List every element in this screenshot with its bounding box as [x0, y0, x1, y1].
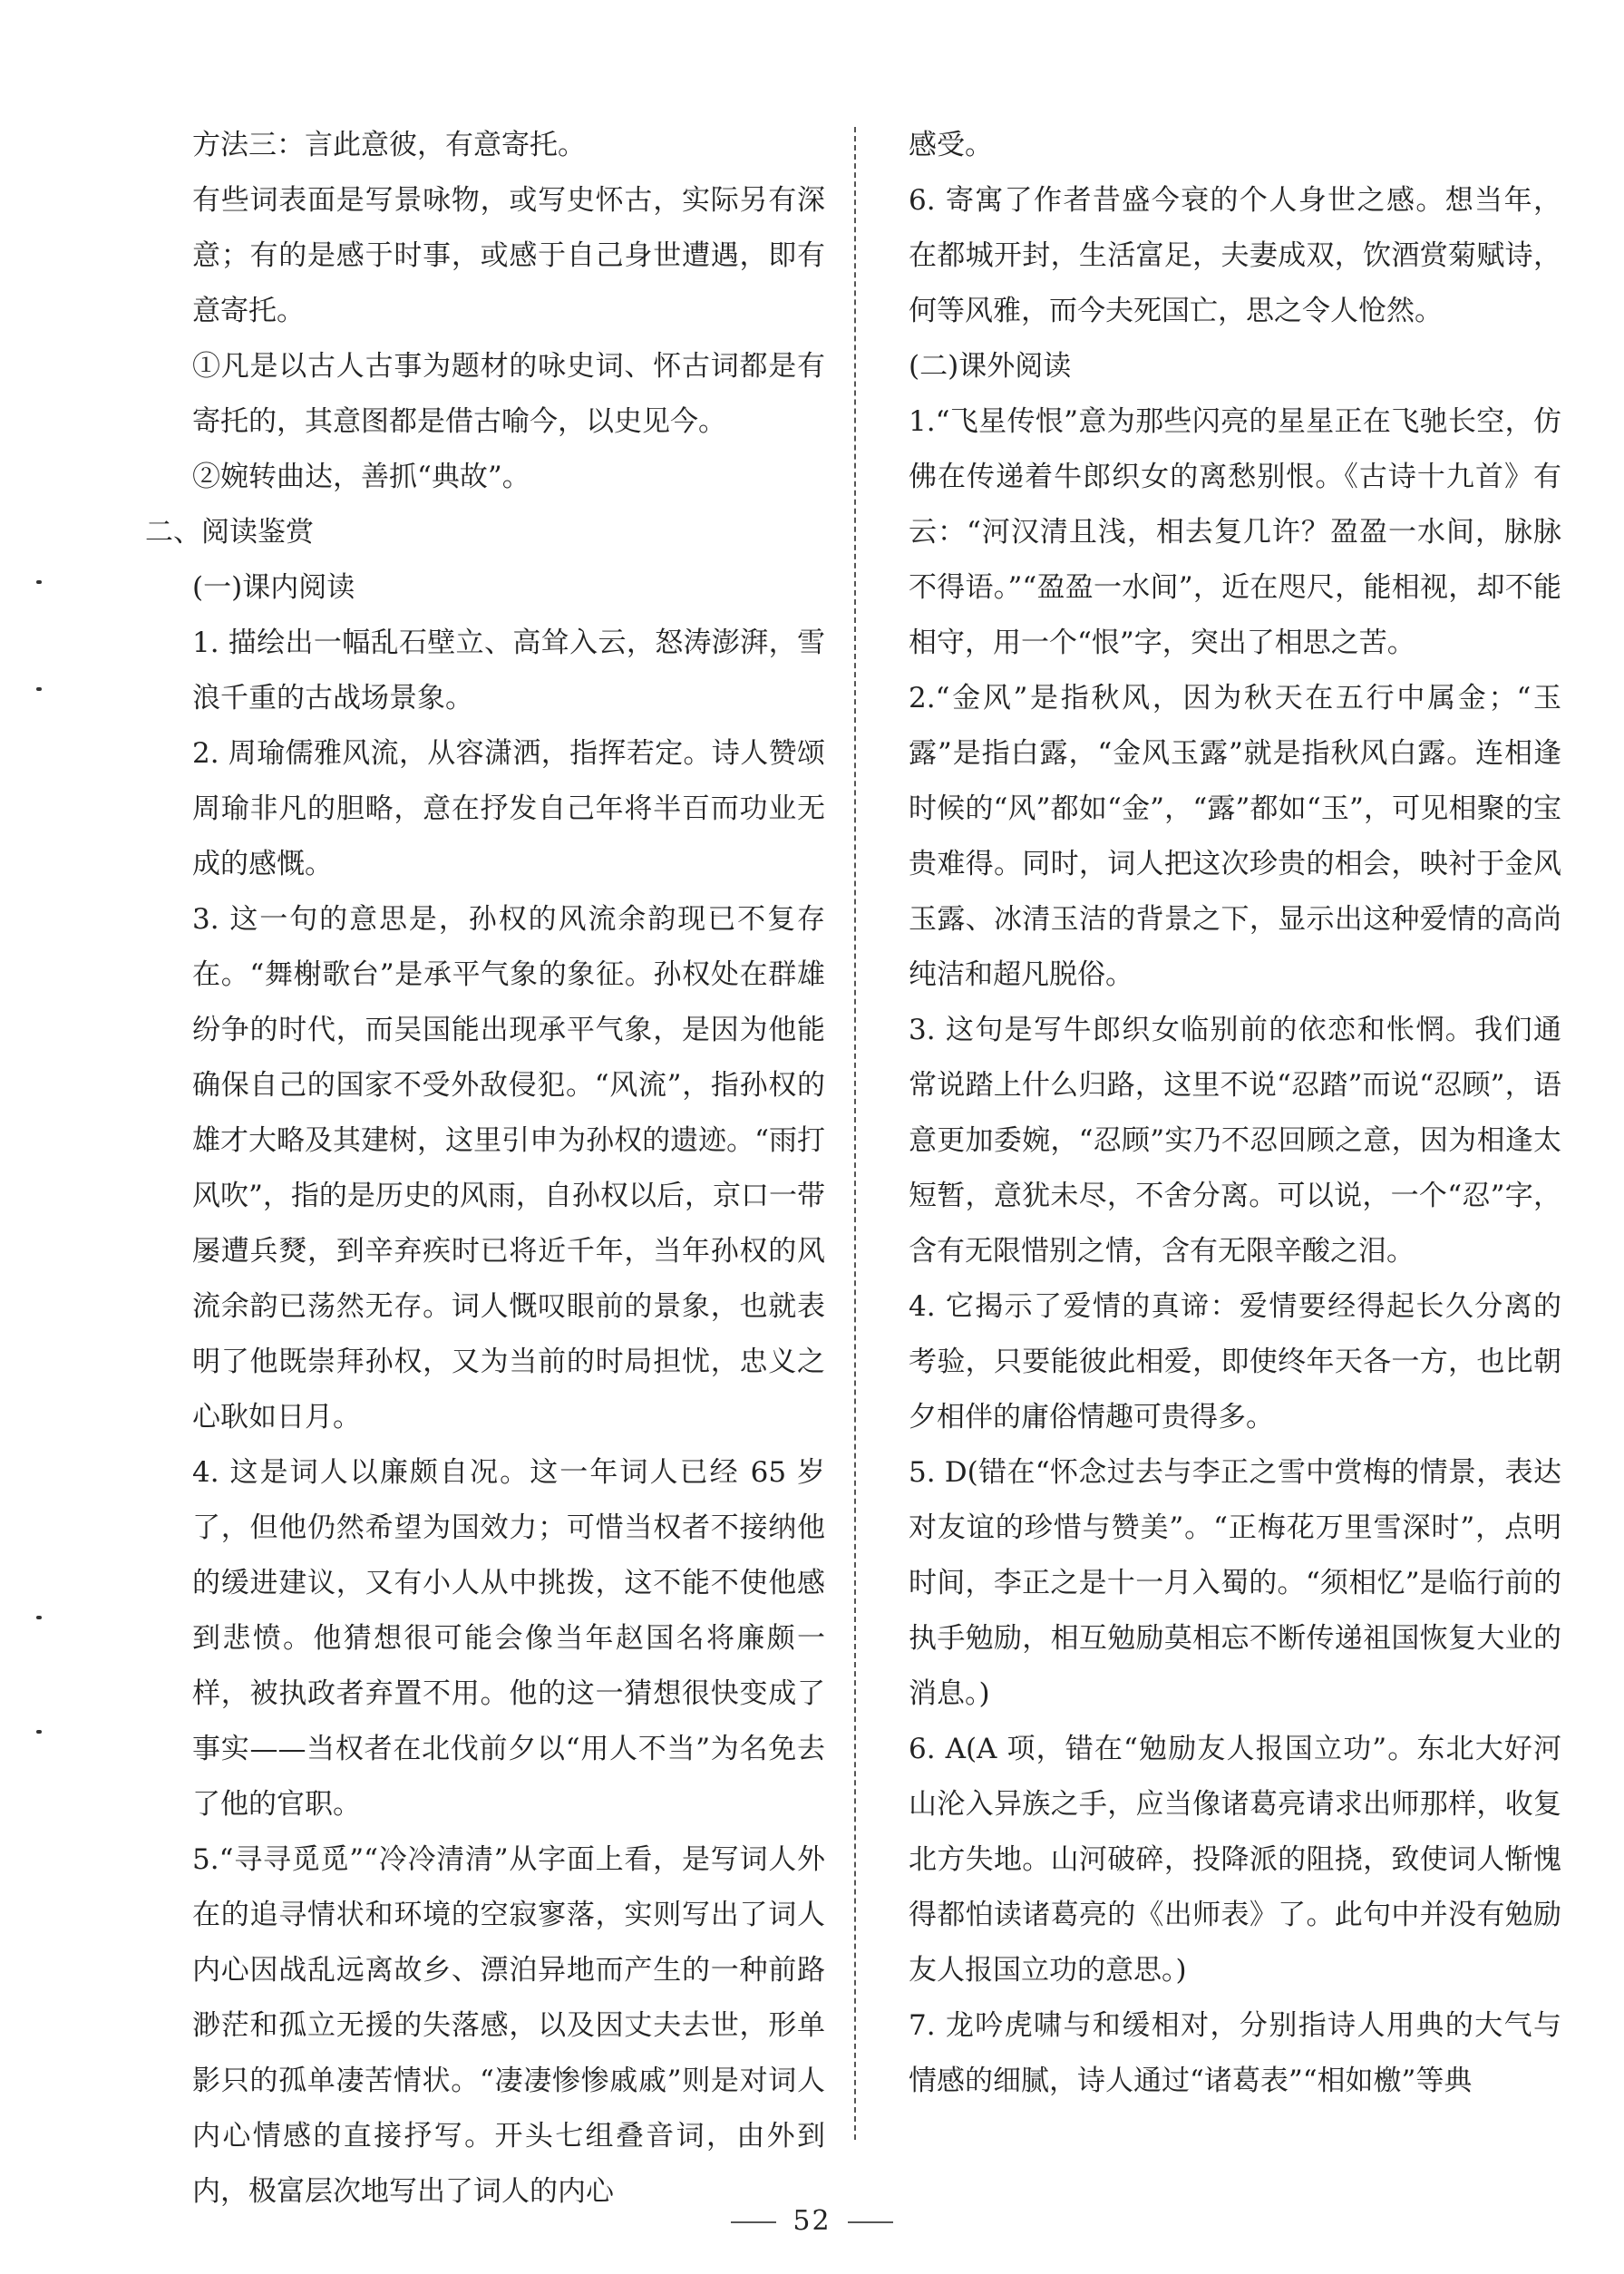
section-heading: 二、阅读鉴赏	[145, 516, 314, 549]
margin-mark	[36, 687, 42, 691]
subsection-heading: (二)课外阅读	[909, 350, 1072, 383]
paragraph: 有些词表面是写景咏物，或写史怀古，实际另有深意；有的是感于时事，或感于自己身世遭遇，即有意寄托。	[192, 184, 825, 327]
margin-mark	[36, 580, 42, 584]
answer-item: 4. 这是词人以廉颇自况。这一年词人已经 65 岁了，但他仍然希望为国效力；可惜当权者不接纳他的缓进建议，又有小人从中挑拨，这不能不使他感到悲愤。他猜想很可能会像当年赵国名将廉颇一样，被执政者弃置不用。他的这一猜想很快变成了事实——当权者在北伐前夕以“用人不当”为名免去了他的官职。	[192, 1456, 825, 1821]
answer-item: 2. 周瑜儒雅风流，从容潇洒，指挥若定。诗人赞颂周瑜非凡的胆略，意在抒发自己年将半百而功业无成的感慨。	[192, 737, 825, 880]
page-number	[0, 2205, 1624, 2237]
column-divider	[854, 127, 856, 2140]
paragraph: ②婉转曲达，善抓“典故”。	[192, 461, 530, 493]
page-number-dash	[848, 2221, 893, 2223]
answer-item: 2.“金风”是指秋风，因为秋天在五行中属金；“玉露”是指白露，“金风玉露”就是指秋风白露。连相逢时候的“风”都如“金”，“露”都如“玉”，可见相聚的宝贵难得。同时，词人把这次珍贵的相会，映衬于金风玉露、冰清玉洁的背景之下，显示出这种爱情的高尚纯洁和超凡脱俗。	[909, 682, 1561, 991]
margin-mark	[36, 1616, 42, 1619]
answer-item: 6. 寄寓了作者昔盛今衰的个人身世之感。想当年，在都城开封，生活富足，夫妻成双，饮酒赏菊赋诗，何等风雅，而今夫死国亡，思之令人怆然。	[909, 184, 1561, 327]
left-column	[145, 118, 825, 2220]
page-number-dash	[731, 2221, 776, 2223]
page-number-value: 52	[793, 2205, 831, 2237]
margin-mark	[36, 1730, 42, 1734]
answer-item: 3. 这句是写牛郎织女临别前的依恋和怅惘。我们通常说踏上什么归路，这里不说“忍踏”而说“忍顾”，语意更加委婉，“忍顾”实乃不忍回顾之意，因为相逢太短暂，意犹未尽，不舍分离。可以说，一个“忍”字，含有无限惜别之情，含有无限辛酸之泪。	[909, 1014, 1561, 1268]
subsection-heading: (一)课内阅读	[192, 571, 355, 604]
paragraph: ①凡是以古人古事为题材的咏史词、怀古词都是有寄托的，其意图都是借古喻今，以史见今。	[192, 350, 825, 438]
answer-item: 7. 龙吟虎啸与和缓相对，分别指诗人用典的大气与情感的细腻，诗人通过“诸葛表”“相如檄”等典	[909, 2009, 1561, 2097]
answer-item: 5. D(错在“怀念过去与李正之雪中赏梅的情景，表达对友谊的珍惜与赞美”。“正梅花万里雪深时”，点明时间，李正之是十一月入蜀的。“须相忆”是临行前的执手勉励，相互勉励莫相忘不断传递祖国恢复大业的消息。)	[909, 1456, 1561, 1710]
answer-item: 3. 这一句的意思是，孙权的风流余韵现已不复存在。“舞榭歌台”是承平气象的象征。孙权处在群雄纷争的时代，而吴国能出现承平气象，是因为他能确保自己的国家不受外敌侵犯。“风流”，指孙权的雄才大略及其建树，这里引申为孙权的遗迹。“雨打风吹”，指的是历史的风雨，自孙权以后，京口一带屡遭兵燹，到辛弃疾时已将近千年，当年孙权的风流余韵已荡然无存。词人慨叹眼前的景象，也就表明了他既崇拜孙权，又为当前的时局担忧，忠义之心耿如日月。	[192, 903, 825, 1433]
answer-item: 5.“寻寻觅觅”“冷冷清清”从字面上看，是写词人外在的追寻情状和环境的空寂寥落，实则写出了词人内心因战乱远离故乡、漂泊异地而产生的一种前路渺茫和孤立无援的失落感，以及因丈夫去世，形单影只的孤单凄苦情状。“凄凄惨惨戚戚”则是对词人内心情感的直接抒写。开头七组叠音词，由外到内，极富层次地写出了词人的内心	[192, 1843, 825, 2208]
answer-item: 4. 它揭示了爱情的真谛：爱情要经得起长久分离的考验，只要能彼此相爱，即使终年天各一方，也比朝夕相伴的庸俗情趣可贵得多。	[909, 1290, 1561, 1433]
answer-item: 6. A(A 项，错在“勉励友人报国立功”。东北大好河山沦入异族之手，应当像诸葛亮请求出师那样，收复北方失地。山河破碎，投降派的阻挠，致使词人惭愧得都怕读诸葛亮的《出师表》了。此句中并没有勉励友人报国立功的意思。)	[909, 1733, 1561, 1987]
paragraph: 方法三：言此意彼，有意寄托。	[192, 129, 586, 161]
right-column	[909, 118, 1561, 2109]
answer-item: 1. 描绘出一幅乱石壁立、高耸入云，怒涛澎湃，雪浪千重的古战场景象。	[192, 627, 825, 714]
answer-item: 1.“飞星传恨”意为那些闪亮的星星正在飞驰长空，仿佛在传递着牛郎织女的离愁别恨。《古诗十九首》有云：“河汉清且浅，相去复几许？盈盈一水间，脉脉不得语。”“盈盈一水间”，近在咫尺，能相视，却不能相守，用一个“恨”字，突出了相思之苦。	[909, 405, 1561, 659]
paragraph: 感受。	[909, 129, 993, 161]
